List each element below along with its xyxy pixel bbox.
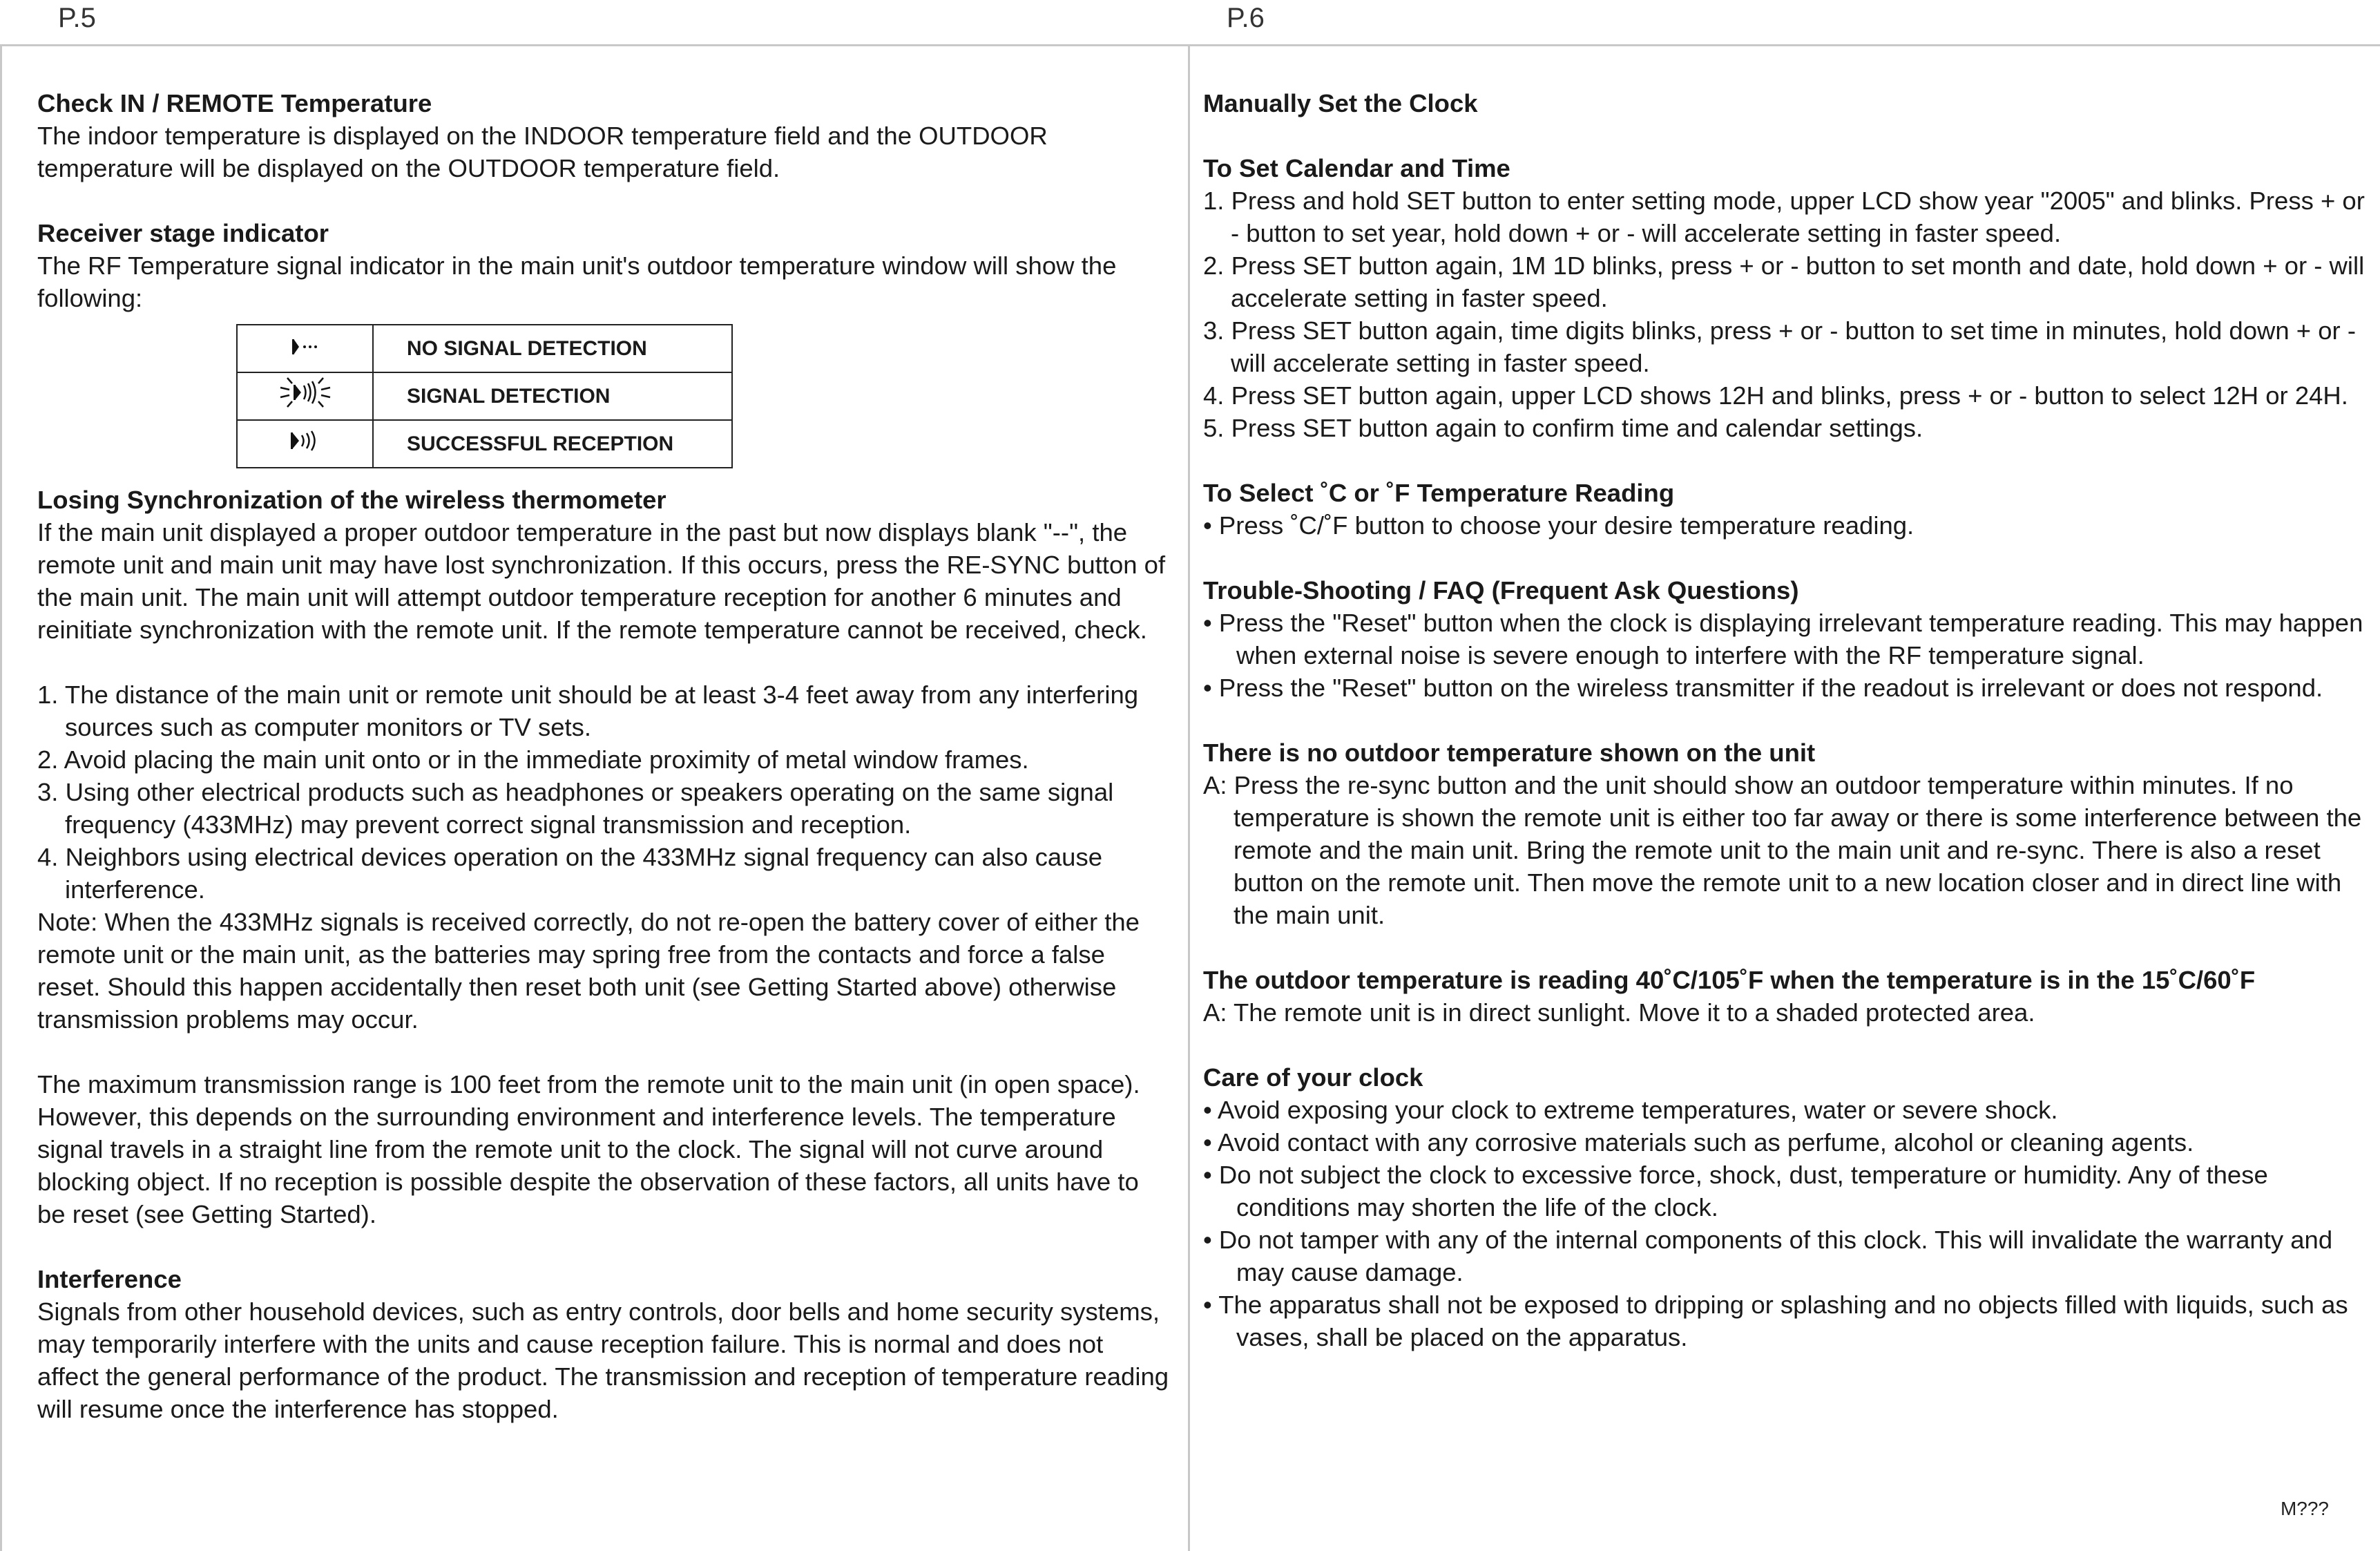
table-row (237, 420, 732, 468)
page-number-right: P.6 (1227, 3, 1265, 33)
successful-reception-icon (289, 429, 322, 453)
signal-label: SUCCESSFUL RECEPTION (373, 420, 732, 468)
list-item: • The apparatus shall not be exposed to dripping or splashing and no objects filled with liquids, such as vases, shall be placed on the apparatus. (1203, 1291, 2348, 1351)
interference-heading: Interference (37, 1265, 182, 1293)
top-divider (0, 44, 2380, 46)
care-heading: Care of your clock (1203, 1063, 1423, 1092)
list-item: 2. Avoid placing the main unit onto or in the immediate proximity of metal window frames. (37, 745, 1029, 774)
list-item: • Press the "Reset" button when the clock is displaying irrelevant temperature reading. This may happen when external noise is severe enough to interfere with the RF temperature signal. (1203, 609, 2363, 669)
list-item: • Press ˚C/˚F button to choose your desire temperature reading. (1203, 511, 1914, 540)
signal-label: NO SIGNAL DETECTION (373, 325, 732, 372)
reading-answer: A: The remote unit is in direct sunlight. Move it to a shaded protected area. (1203, 998, 2035, 1027)
list-item: 4. Press SET button again, upper LCD shows 12H and blinks, press + or - button to select 12H or 24H. (1203, 381, 2348, 410)
losing-sync-text: If the main unit displayed a proper outdoor temperature in the past but now displays blank "--", the remote unit and main unit may have lost synchronization. If this occurs, press the RE-SYNC button of the main unit. The main unit will attempt outdoor temperature reception for another 6 minutes and reinitiate synchronization with the remote unit. If the remote temperature cannot be received, check. (37, 518, 1166, 644)
right-page-column (1203, 87, 2370, 1353)
check-temperature-heading: Check IN / REMOTE Temperature (37, 89, 432, 117)
list-item: 1. Press and hold SET button to enter setting mode, upper LCD show year "2005" and blinks. Press + or - button to set year, hold down + or - will accelerate setting in faster speed. (1203, 187, 2365, 247)
table-row (237, 372, 732, 420)
list-item: • Do not subject the clock to excessive force, shock, dust, temperature or humidity. Any of these conditions may shorten the life of the clock. (1203, 1161, 2268, 1221)
check-temperature-text: The indoor temperature is displayed on the INDOOR temperature field and the OUTDOOR temperature will be displayed on the OUTDOOR temperature field. (37, 122, 1048, 182)
column-divider (1188, 44, 1190, 1551)
receiver-indicator-heading: Receiver stage indicator (37, 219, 329, 247)
no-outdoor-temp-heading: There is no outdoor temperature shown on the unit (1203, 739, 1816, 767)
list-item: 4. Neighbors using electrical devices operation on the 433MHz signal frequency can also cause interference. (37, 843, 1103, 904)
list-item: 3. Using other electrical products such as headphones or speakers operating on the same signal frequency (433MHz) may prevent correct signal transmission and reception. (37, 778, 1114, 839)
left-border (0, 44, 2, 1551)
left-page-column (37, 87, 1170, 1425)
interference-text: Signals from other household devices, such as entry controls, door bells and home security systems, may temporarily interfere with the units and cause reception failure. This is normal and does not affect the general performance of the product. The transmission and reception of temperature reading will resume once the interference has stopped. (37, 1297, 1169, 1423)
calendar-time-heading: To Set Calendar and Time (1203, 154, 1510, 182)
signal-detection-icon (278, 374, 333, 411)
page-number-left: P.5 (58, 3, 96, 33)
transmission-range-text: The maximum transmission range is 100 feet from the remote unit to the main unit (in open space). However, this depends on the surrounding environment and interference levels. The temperature signal travels in a straight line from the remote unit to the clock. The signal will not curve around blocking object. If no reception is possible despite the observation of these factors, all units have to be reset (see Getting Started). (37, 1070, 1140, 1228)
list-item: 5. Press SET button again to confirm time and calendar settings. (1203, 414, 1923, 442)
list-item: • Avoid contact with any corrosive materials such as perfume, alcohol or cleaning agents. (1203, 1128, 2194, 1157)
receiver-indicator-text: The RF Temperature signal indicator in the main unit's outdoor temperature window will show the following: (37, 251, 1117, 312)
list-item: • Press the "Reset" button on the wireless transmitter if the readout is irrelevant or does not respond. (1203, 674, 2323, 702)
battery-note: Note: When the 433MHz signals is received correctly, do not re-open the battery cover of either the remote unit or the main unit, as the batteries may spring free from the contacts and force a false reset. Should this happen accidentally then reset both unit (see Getting Started above) otherwise transmission problems may occur. (37, 908, 1140, 1034)
set-clock-heading: Manually Set the Clock (1203, 89, 1478, 117)
faq-heading: Trouble-Shooting / FAQ (Frequent Ask Questions) (1203, 576, 1799, 605)
no-signal-icon (290, 336, 320, 357)
list-item: 1. The distance of the main unit or remote unit should be at least 3-4 feet away from any interfering sources such as computer monitors or TV sets. (37, 681, 1139, 741)
list-item: • Do not tamper with any of the internal components of this clock. This will invalidate the warranty and may cause damage. (1203, 1226, 2333, 1286)
losing-sync-heading: Losing Synchronization of the wireless thermometer (37, 486, 666, 514)
signal-indicator-table (236, 324, 733, 468)
footer-code: M??? (2280, 1498, 2329, 1519)
temperature-unit-heading: To Select ˚C or ˚F Temperature Reading (1203, 479, 1675, 507)
table-row (237, 325, 732, 372)
list-item: 3. Press SET button again, time digits blinks, press + or - button to set time in minutes, hold down + or - will accelerate setting in faster speed. (1203, 316, 2357, 377)
reading-heading: The outdoor temperature is reading 40˚C/105˚F when the temperature is in the 15˚C/60˚F (1203, 966, 2256, 994)
list-item: 2. Press SET button again, 1M 1D blinks, press + or - button to set month and date, hold down + or - will accelerate setting in faster speed. (1203, 251, 2365, 312)
list-item: • Avoid exposing your clock to extreme temperatures, water or severe shock. (1203, 1096, 2058, 1124)
no-outdoor-temp-answer: A: Press the re-sync button and the unit should show an outdoor temperature within minutes. If no temperature is shown the remote unit is either too far away or there is some interference between the remote and the main unit. Bring the remote unit to the main unit and re-sync. There is also a reset button on the remote unit. Then move the remote unit to a new location closer and in direct line with the main unit. (1203, 771, 2362, 929)
signal-label: SIGNAL DETECTION (373, 372, 732, 420)
